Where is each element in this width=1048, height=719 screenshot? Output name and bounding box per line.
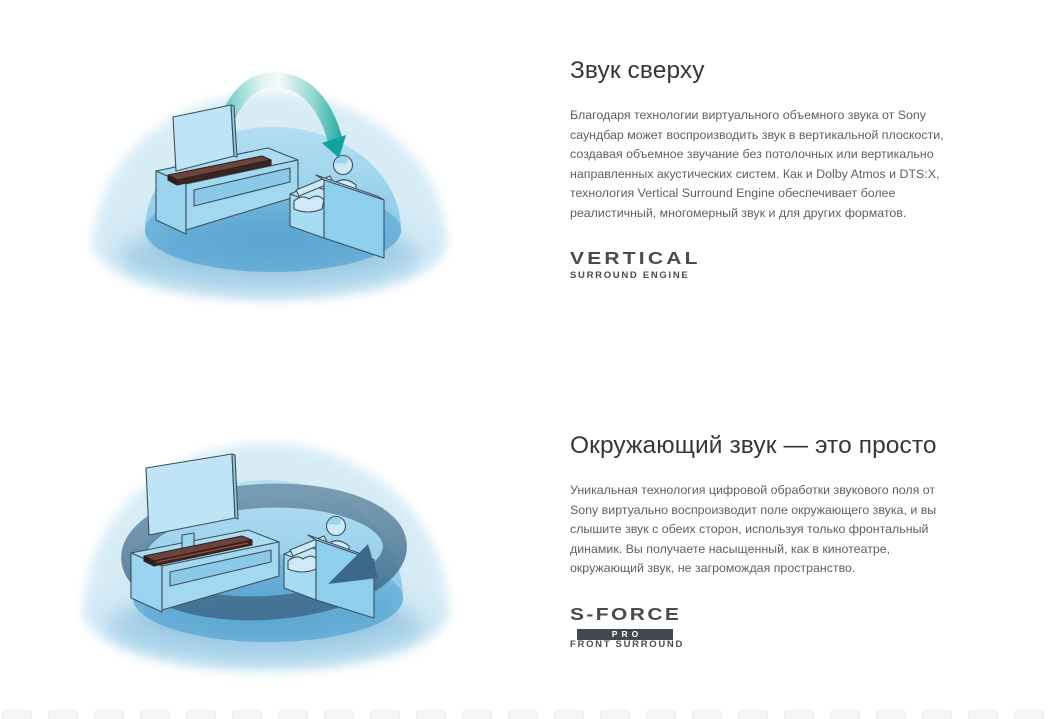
s-force-illustration: [16, 404, 518, 680]
thumbnail[interactable]: [968, 710, 998, 719]
thumbnail[interactable]: [324, 710, 354, 719]
thumbnail[interactable]: [140, 710, 170, 719]
thumbnail[interactable]: [416, 710, 446, 719]
thumbnail[interactable]: [646, 710, 676, 719]
thumbnail[interactable]: [554, 710, 584, 719]
thumbnail[interactable]: [462, 710, 492, 719]
dome-overhead-arrow-graphic: [28, 38, 510, 310]
dome-circular-arrow-graphic: [16, 404, 518, 680]
section-title: Окружающий звук — это просто: [570, 432, 937, 459]
thumbnail[interactable]: [278, 710, 308, 719]
thumbnail[interactable]: [830, 710, 860, 719]
pro-badge: PRO: [577, 629, 673, 640]
thumbnail[interactable]: [94, 710, 124, 719]
thumbnail[interactable]: [232, 710, 262, 719]
logo-subtitle: SURROUND ENGINE: [570, 269, 690, 281]
thumbnail[interactable]: [876, 710, 906, 719]
thumbnail[interactable]: [48, 710, 78, 719]
vertical-surround-illustration: [28, 38, 510, 310]
section-body: Благодаря технологии виртуального объемного звука от Sony саундбар может воспроизводить звук в вертикальной плоскости, создавая объемное звучание без потолочных или вертикально направленных акустических систем. Как и Dolby Atmos и DTS:X, технология Vertical Surround Engine обеспечивает более реалистичный, многомерный звук и для других форматов.: [570, 108, 944, 220]
s-force-text: [570, 432, 964, 650]
thumbnail[interactable]: [1014, 710, 1044, 719]
bottom-thumbnail-strip: [0, 708, 1048, 719]
thumbnail[interactable]: [186, 710, 216, 719]
vertical-surround-text: [570, 57, 964, 281]
thumbnail[interactable]: [600, 710, 630, 719]
section-body: Уникальная технология цифровой обработки звукового поля от Sony виртуально воспроизводит поле окружающего звука, и вы слышите звук с обеих сторон, используя только фронтальный динамик. Вы получаете насыщенный, как в кинотеатре, окружающий звук, не загромождая пространство.: [570, 483, 937, 576]
s-force-pro-logo: [570, 605, 964, 650]
thumbnail[interactable]: [922, 710, 952, 719]
section-title: Звук сверху: [570, 57, 705, 84]
thumbnail[interactable]: [508, 710, 538, 719]
thumbnail[interactable]: [370, 710, 400, 719]
vertical-surround-engine-logo: [570, 249, 964, 281]
thumbnail[interactable]: [2, 710, 32, 719]
logo-wordmark: VERTICAL: [570, 248, 701, 268]
thumbnail[interactable]: [692, 710, 722, 719]
logo-subtitle: FRONT SURROUND: [570, 638, 685, 650]
logo-wordmark: S-FORCE: [570, 604, 682, 624]
thumbnail[interactable]: [784, 710, 814, 719]
thumbnail[interactable]: [738, 710, 768, 719]
